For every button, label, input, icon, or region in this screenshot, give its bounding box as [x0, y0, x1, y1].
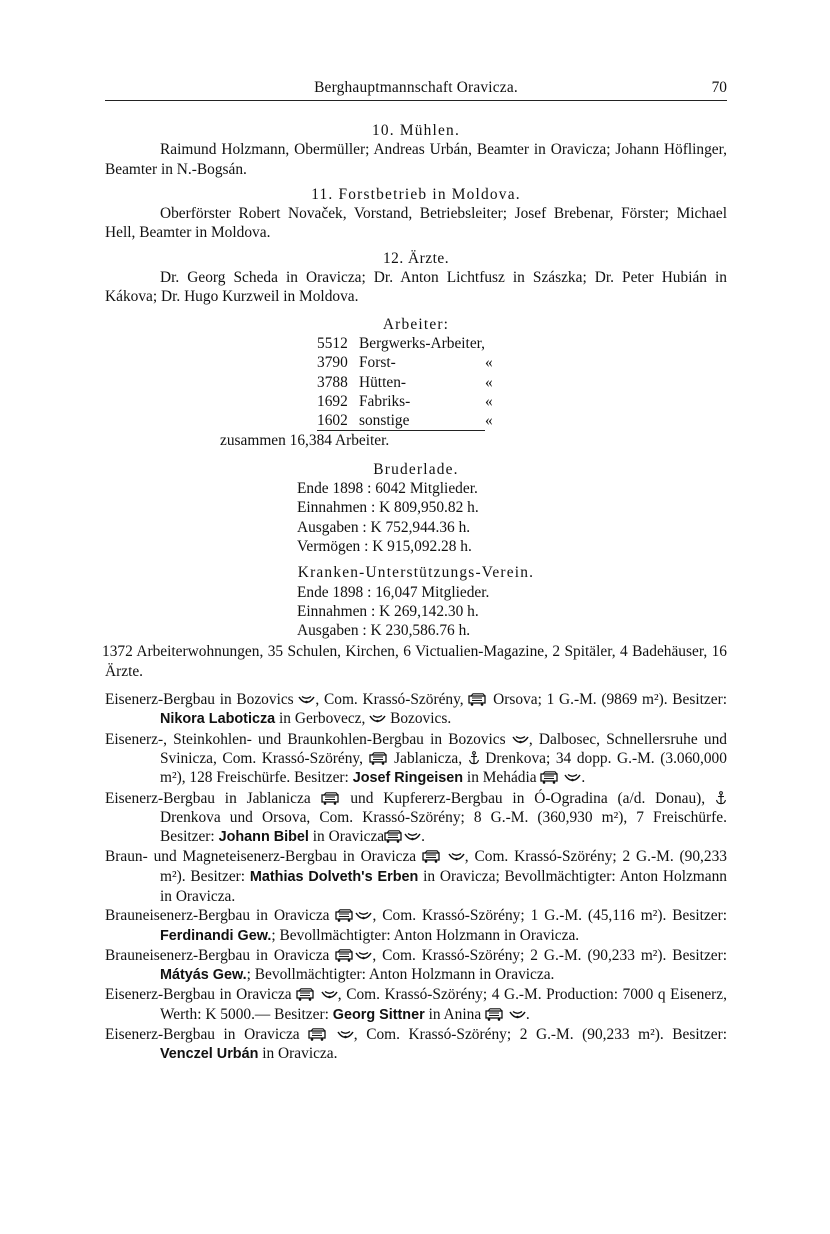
steamboat-anchor-icon: [468, 751, 480, 765]
mine-entry: Eisenerz-, Steinkohlen- und Braunkohlen-Bergbau in Bozovics , Dalbosec, Schnellersruhe und Svinicza, Com. Krassó-Szörény, Jablanicza, Drenkova; 34 dopp. G.-M. (3.060,000 m²), 128 Freischürfe. Besitzer: Josef Ringeisen in Mehádia .: [105, 730, 727, 787]
header-title: Berghauptmannschaft Oravicza.: [314, 79, 518, 96]
section-text-11: Oberförster Robert Novaček, Vorstand, Betriebsleiter; Josef Brebenar, Förster; Michael Hell, Beamter in Moldova.: [105, 205, 727, 242]
bruderlade-block: Ende 1898 : 6042 Mitglieder. Einnahmen : K 809,950.82 h. Ausgaben : K 752,944.36 h. Vermögen : K 915,092.28 h.: [297, 480, 479, 555]
post-office-icon: [509, 1009, 526, 1020]
mine-office-icon: [384, 830, 404, 843]
mine-office-icon: [296, 988, 316, 1001]
mine-entry: Eisenerz-Bergbau in Oravicza , Com. Krassó-Szörény; 2 G.-M. (90,233 m²). Besitzer: Venczel Urbán in Oravicza.: [105, 1026, 727, 1063]
section-heading-11: 11. Forstbetrieb in Moldova.: [311, 185, 521, 203]
steamboat-anchor-icon: [715, 791, 727, 805]
workers-total: zusammen 16,384 Arbeiter.: [220, 432, 390, 450]
section-heading-10: 10. Mühlen.: [371, 122, 460, 139]
post-office-icon: [355, 950, 372, 961]
workers-heading: Arbeiter:: [382, 315, 450, 333]
mine-office-icon: [335, 949, 355, 962]
post-office-icon: [448, 851, 465, 862]
mine-office-icon: [369, 752, 389, 765]
mine-entry: Braun- und Magneteisenerz-Bergbau in Oravicza , Com. Krassó-Szörény; 2 G.-M. (90,233 m²). Besitzer: Mathias Dolveth's Erben in Oravicza; Bevollmächtigter: Anton Holzmann in Oravicza.: [105, 848, 727, 905]
post-office-icon: [298, 694, 315, 705]
mine-office-icon: [540, 771, 560, 784]
post-office-icon: [564, 772, 581, 783]
page-number: 70: [711, 79, 727, 96]
kranken-block: Ende 1898 : 16,047 Mitglieder. Einnahmen : K 269,142.30 h. Ausgaben : K 230,586.76 h.: [297, 583, 490, 640]
post-office-icon: [512, 734, 529, 745]
mine-entry: Eisenerz-Bergbau in Oravicza , Com. Krassó-Szörény; 4 G.-M. Production: 7000 q Eisenerz, Werth: K 5000.— Besitzer: Georg Sittner in Anina .: [105, 986, 727, 1023]
workers-row: 1602 sonstige «: [317, 412, 493, 430]
mine-office-icon: [422, 850, 442, 863]
document-page: [102, 78, 728, 1065]
post-office-icon: [337, 1029, 354, 1040]
mine-office-icon: [468, 693, 488, 706]
post-office-icon: [321, 989, 338, 1000]
post-office-icon: [369, 713, 386, 724]
mine-entry: Eisenerz-Bergbau in Jablanicza und Kupfererz-Bergbau in Ó-Ogradina (a/d. Donau), Drenkova und Orsova, Com. Krassó-Szörény; 8 G.-M. (360,930 m²), 7 Freischürfe. Besitzer: Johann Bibel in Oravicza .: [105, 789, 727, 846]
section-text-10: Raimund Holzmann, Obermüller; Andreas Urbán, Beamter in Oravicza; Johann Höflinger, Beamter in N.-Bogsán.: [105, 141, 727, 178]
section-heading-12: 12. Ärzte.: [382, 249, 450, 267]
mine-office-icon: [308, 1028, 328, 1041]
mine-entry: Brauneisenerz-Bergbau in Oravicza , Com. Krassó-Szörény; 2 G.-M. (90,233 m²). Besitzer: Mátyás Gew.; Bevollmächtigter: Anton Holzmann in Oravicza.: [105, 946, 728, 984]
facilities-text: 1372 Arbeiterwohnungen, 35 Schulen, Kirchen, 6 Victualien-Magazine, 2 Spitäler, 4 Badehäuser, 16 Ärzte.: [102, 643, 727, 680]
mine-office-icon: [485, 1008, 505, 1021]
workers-table: [317, 334, 493, 431]
kranken-heading: Kranken-Unterstützungs-Verein.: [297, 564, 535, 582]
post-office-icon: [404, 831, 421, 842]
post-office-icon: [355, 910, 372, 921]
mine-office-icon: [335, 909, 355, 922]
workers-row: 3790 Forst- «: [317, 354, 493, 372]
workers-row: 3788 Hütten- «: [317, 373, 493, 391]
running-header: [105, 78, 727, 101]
section-text-12: Dr. Georg Scheda in Oravicza; Dr. Anton Lichtfusz in Szászka; Dr. Peter Hubián in Kákova; Dr. Hugo Kurzweil in Moldova.: [105, 269, 727, 306]
workers-row: 5512 Bergwerks-Arbeiter,: [317, 334, 486, 352]
bruderlade-heading: Bruderlade.: [373, 460, 459, 478]
workers-row: 1692 Fabriks- «: [317, 392, 493, 410]
mine-office-icon: [321, 792, 341, 805]
mine-entry: Eisenerz-Bergbau in Bozovics , Com. Krassó-Szörény, Orsova; 1 G.-M. (9869 m²). Besitzer: Nikora Laboticza in Gerbovecz, Bozovics.: [105, 691, 727, 728]
mine-entry: Brauneisenerz-Bergbau in Oravicza , Com. Krassó-Szörény; 1 G.-M. (45,116 m²). Besitzer: Ferdinandi Gew.; Bevollmächtigter: Anton Holzmann in Oravicza.: [105, 907, 727, 944]
